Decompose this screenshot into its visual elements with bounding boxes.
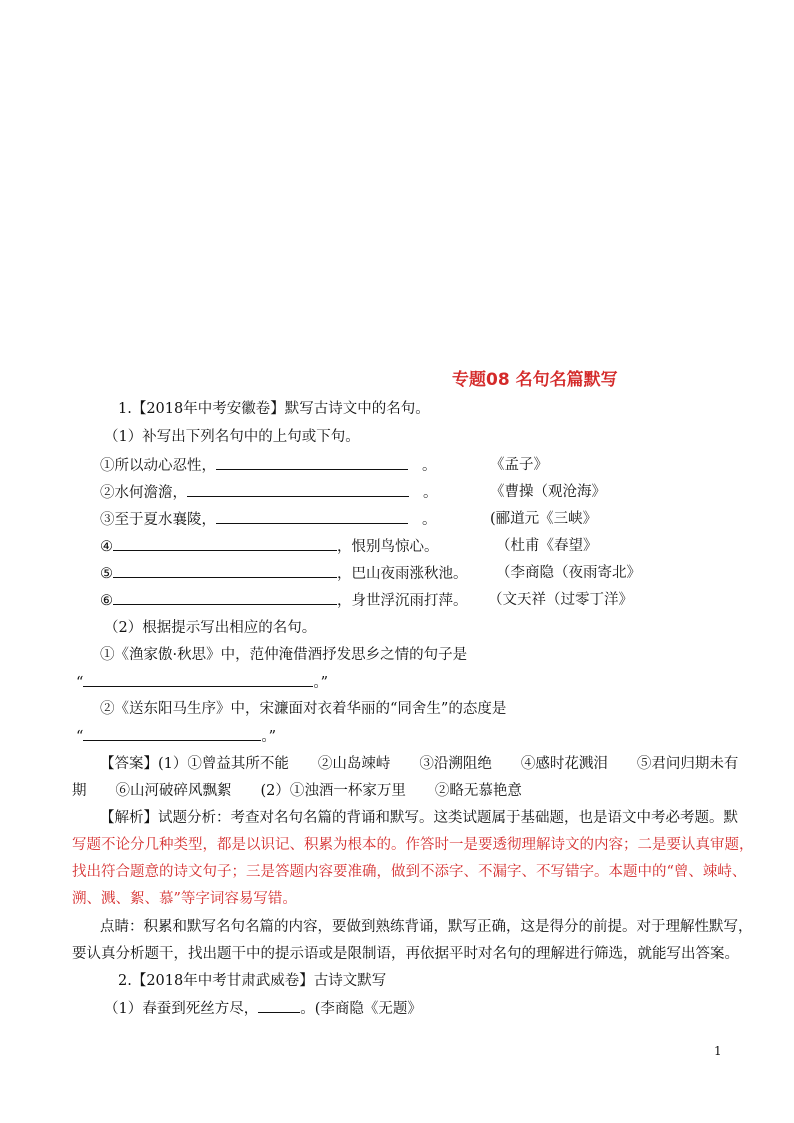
fill-line-suffix: 。 [423,485,438,501]
answer-blank[interactable] [83,672,313,687]
answer-blank[interactable] [187,482,409,497]
fill-line-prefix: ③至于夏水襄陵， [100,512,216,528]
fill-line-prefix: ④ [100,539,113,555]
prompt-1: ①《渔家傲·秋思》中，范仲淹借酒抒发思乡之情的句子是 [100,647,468,663]
fill-line-suffix: 。 [422,512,437,528]
question-1-part-1-instruction: （1）补写出下列名句中的上句或下句。 [104,429,360,445]
prompt-2: ②《送东阳马生序》中，宋濂面对衣着华丽的“同舍生”的态度是 [100,701,507,717]
close-quote: 。” [313,675,329,691]
fill-line-2 [100,482,438,503]
q2-suffix: 。(李商隐《无题》 [300,1001,422,1017]
answer-line-2: 期 ⑥山河破碎风飘絮 (2）①浊酒一杯家万里 ②略无慕艳意 [72,783,522,799]
fill-line-3 [100,509,437,530]
question-2-heading: 2.【2018年中考甘肃武威卷】古诗文默写 [118,973,387,989]
fill-line-suffix: ，恨别鸟惊心。 [337,539,439,555]
fill-line-6 [100,590,468,611]
answer-blank[interactable] [113,590,337,605]
comment-line-2: 要认真分析题干，找出题干中的提示语或是限制语，再依据平时对名句的理解进行筛选，就能写出答案。 [72,946,739,962]
analysis-line-1: 【解析】试题分析：考查对名句名篇的背诵和默写。这类试题属于基础题，也是语文中考必考题。默 [100,810,738,826]
q2-prefix: （1）春蚕到死丝方尽， [104,1001,259,1017]
fill-line-source: 《孟子》 [490,457,548,473]
fill-line-prefix: ⑥ [100,593,113,609]
question-1-part-2-instruction: （2）根据提示写出相应的名句。 [104,620,317,636]
fill-line-prefix: ②水何澹澹， [100,485,187,501]
analysis-line-3: 找出符合题意的诗文句子；三是答题内容要准确，做到不添字、不漏字、不写错字。本题中的“曾、竦峙、 [72,864,747,880]
fill-line-suffix: ，身世浮沉雨打萍。 [337,593,468,609]
fill-line-source: 《曹操（观沧海》 [490,484,606,500]
fill-line-5 [100,563,468,584]
prompt-2-answer-line [76,726,276,747]
analysis-line-4: 溯、溅、絮、慕”等字词容易写错。 [72,891,297,907]
close-quote: 。” [261,729,277,745]
answer-blank[interactable] [216,455,408,470]
answer-blank[interactable] [258,998,300,1013]
page-title: 专题08 名句名篇默写 [452,370,618,390]
question-1-heading: 1.【2018年中考安徽卷】默写古诗文中的名句。 [118,401,430,417]
answer-blank[interactable] [83,726,261,741]
prompt-1-answer-line [76,672,328,693]
fill-line-suffix: 。 [422,458,437,474]
fill-line-1 [100,455,437,476]
open-quote: “ [76,675,84,691]
fill-line-source: （李商隐（夜雨寄北》 [496,565,641,581]
fill-line-source: （文天祥（过零丁洋》 [488,592,633,608]
fill-line-prefix: ⑤ [100,566,113,582]
fill-line-source: (郦道元《三峡》 [490,511,598,527]
answer-line-1: 【答案】(1）①曾益其所不能 ②山岛竦峙 ③沿溯阻绝 ④感时花溅泪 ⑤君问归期未有 [100,756,739,772]
analysis-line-2: 写题不论分几种类型，都是以识记、积累为根本的。作答时一是要透彻理解诗文的内容；二是要认真审题， [72,837,754,853]
comment-line-1: 点睛：积累和默写名句名篇的内容，要做到熟练背诵，默写正确，这是得分的前提。对于理解性默写， [100,919,753,935]
fill-line-suffix: ，巴山夜雨涨秋池。 [337,566,468,582]
fill-line-source: （杜甫《春望》 [496,538,598,554]
fill-line-prefix: ①所以动心忍性， [100,458,216,474]
fill-line-4 [100,536,439,557]
answer-blank[interactable] [216,509,408,524]
answer-blank[interactable] [113,563,337,578]
page-number: 1 [714,1044,722,1058]
answer-blank[interactable] [113,536,337,551]
question-2-part-1 [104,998,422,1019]
open-quote: “ [76,729,84,745]
